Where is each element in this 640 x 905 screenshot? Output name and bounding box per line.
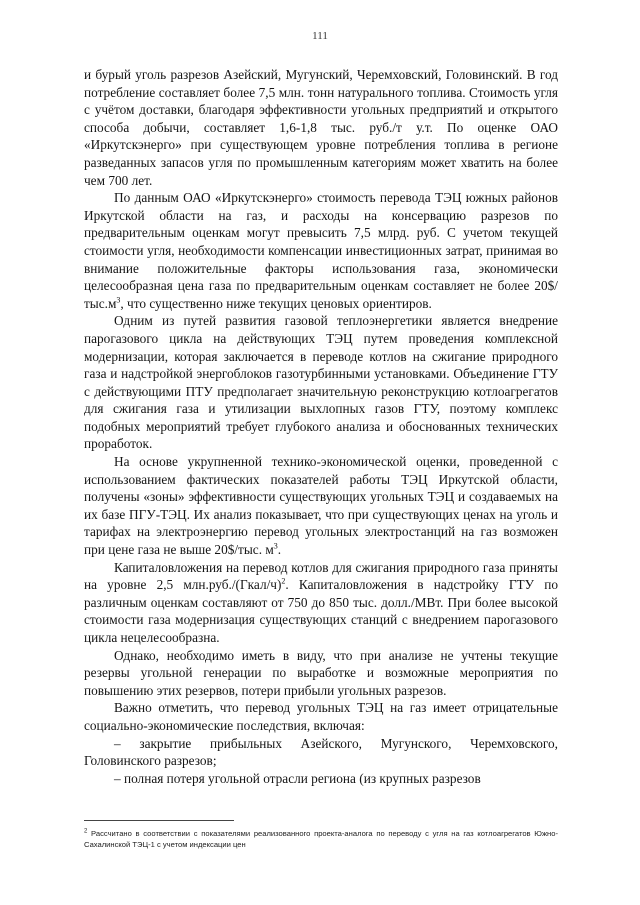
- footnote: [84, 828, 558, 850]
- body-text: [84, 66, 558, 787]
- footnote-marker: 2: [84, 828, 88, 835]
- paragraph: [84, 699, 558, 734]
- page-number: 111: [312, 30, 328, 42]
- paragraph: [84, 312, 558, 453]
- paragraph-text-tail: , что существенно ниже текущих ценовых ориентиров.: [120, 295, 432, 311]
- superscript: 3: [273, 541, 278, 551]
- paragraph-text: На основе укрупненной технико-экономической оценки, проведенной с использованием фактических показателей работы ТЭЦ Иркутской области, получены «зоны» эффективности существующих угольных ТЭЦ и создаваемых на их базе ПГУ-ТЭЦ. Их анализ показывает, что при существующих ценах на уголь и тарифах на электроэнергию перевод угольных электростанций на газ возможен при цене газа не выше 20$/тыс. м: [84, 454, 558, 558]
- paragraph-text: По данным ОАО «Иркутскэнерго» стоимость перевода ТЭЦ южных районов Иркутской области на газ, и расходы на консервацию разрезов по предварительным оценкам могут превысить 7,5 млрд. руб. С учетом текущей стоимости угля, необходимости компенсации инвестиционных затрат, принимая во внимание положительные факторы использования газа, экономически целесообразная цена газа по предварительным оценкам составляет не более 20$/тыс.м: [84, 190, 558, 311]
- paragraph: [84, 647, 558, 700]
- superscript: 3: [116, 295, 121, 305]
- paragraph-text: Важно отметить, что перевод угольных ТЭЦ на газ имеет отрицательные социально-экономические последствия, включая:: [84, 700, 558, 733]
- paragraph: [84, 559, 558, 647]
- paragraph-text: Капиталовложения на перевод котлов для сжигания природного газа приняты на уровне 2,5 млн.руб./(Гкал/ч): [84, 559, 558, 593]
- paragraph-text-tail: . Капиталовложения в надстройку ГТУ по различным оценкам составляют от 750 до 850 тыс. долл./МВт. При более высокой стоимости газа модернизация существующих станций с внедрением парогазового цикла нецелесообразна.: [84, 577, 558, 645]
- paragraph-text-tail: .: [277, 542, 282, 558]
- paragraph: [84, 453, 558, 559]
- footnote-separator: [84, 820, 234, 821]
- list-item-text: – закрытие прибыльных Азейского, Мугунского, Черемховского, Головинского разрезов;: [84, 735, 558, 769]
- paragraph-text: Одним из путей развития газовой теплоэнергетики является внедрение парогазового цикла на действующих ТЭЦ путем проведения комплексной модернизации, которая заключается в переводе котлов на сжигание природного газа и надстройкой энергоблоков газотурбинными установками. Объединение ГТУ с действующими ПТУ предполагает значительную реконструкцию котлоагрегатов для сжигания газа и утилизации выхлопных газов ГТУ, поэтому комплекс подобных мероприятий требует глубокого анализа и обоснованных технических проработок.: [84, 313, 558, 452]
- paragraph-text: Однако, необходимо иметь в виду, что при анализе не учтены текущие резервы угольной генерации по выработке и возможные мероприятия по повышению этих резервов, потери прибыли угольных разрезов.: [84, 647, 558, 698]
- paragraph: [84, 189, 558, 312]
- list-item: [84, 735, 558, 770]
- footnote-text: Рассчитано в соответствии с показателями реализованного проекта-аналога по переводу с угля на газ котлоагрегатов Южно-Сахалинской ТЭЦ-1 с учетом индексации цен: [84, 829, 558, 849]
- footnote-reference: 2: [281, 576, 286, 586]
- paragraph: [84, 66, 558, 189]
- paragraph-text: и бурый уголь разрезов Азейский, Мугунский, Черемховский, Головинский. В год потребление составляет более 7,5 млн. тонн натурального топлива. Стоимость угля с учётом доставки, благодаря эффективности угольных предприятий и открытого способа добычи, составляет 1,6-1,8 тыс. руб./т у.т. По оценке ОАО «Иркутскэнерго» при существующем уровне потребления топлива в регионе разведанных запасов угля по промышленным категориям может хватить на более чем 700 лет.: [84, 67, 558, 188]
- list-item-text: – полная потеря угольной отрасли региона (из крупных разрезов: [114, 770, 481, 786]
- list-item: [84, 770, 558, 788]
